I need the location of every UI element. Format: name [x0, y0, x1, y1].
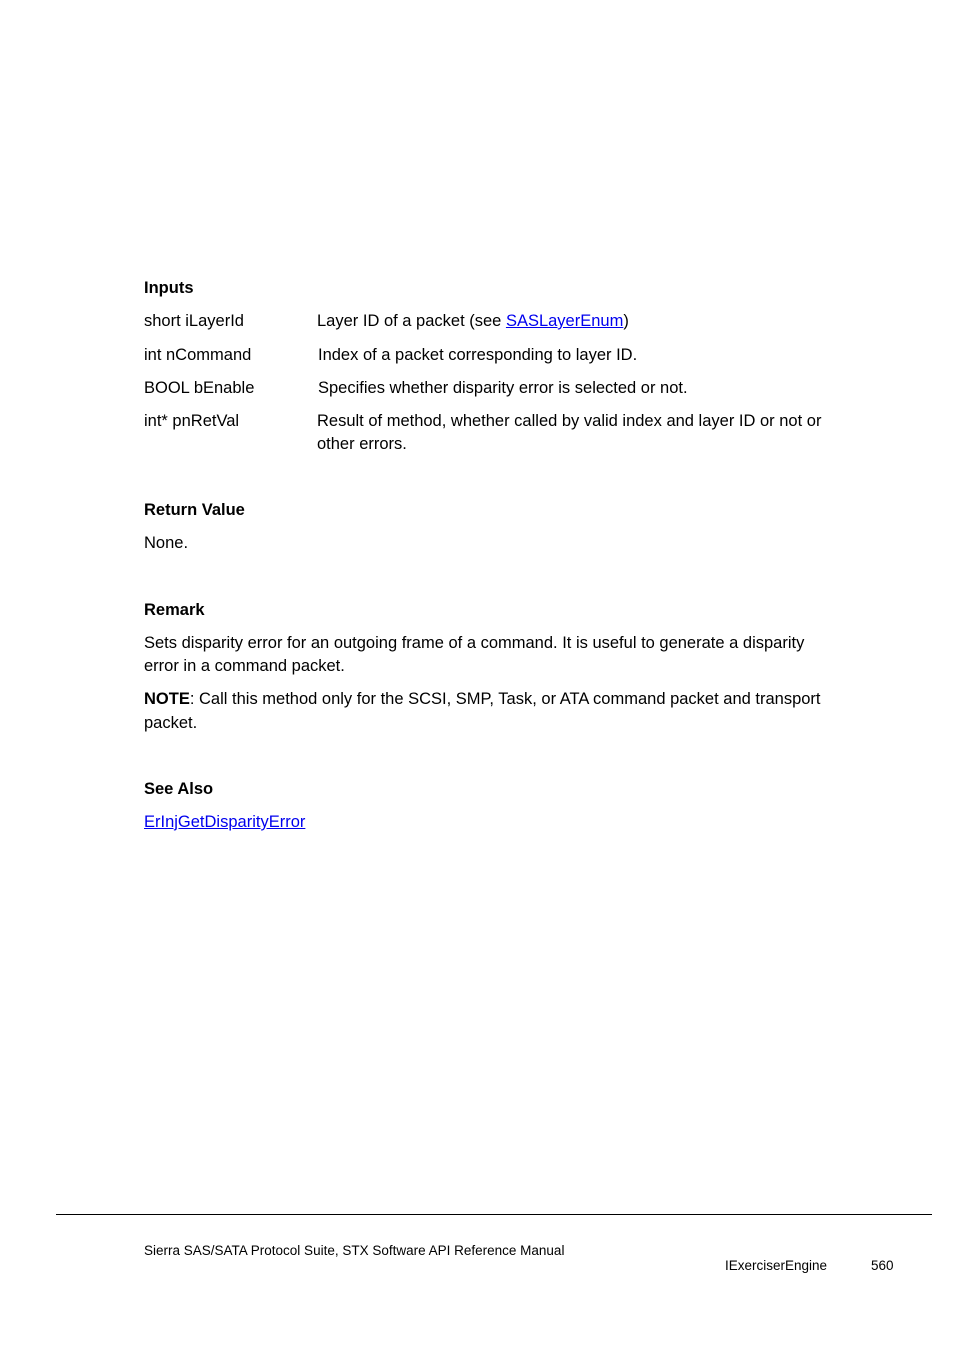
remark-note-line2: packet. [144, 714, 198, 732]
param-desc-prefix: Layer ID of a packet (see [317, 312, 506, 330]
param-desc-ilayerid [317, 310, 629, 333]
saslayerenum-link[interactable]: SASLayerEnum [505, 312, 624, 330]
see-also-heading: See Also [144, 780, 214, 798]
inputs-heading: Inputs [144, 279, 194, 297]
note-text: : Call this method only for the SCSI, SMP, Task, or ATA command packet and transport [189, 690, 821, 708]
footer-divider [56, 1214, 932, 1215]
return-value-text: None. [144, 534, 189, 552]
return-value-heading: Return Value [144, 501, 245, 519]
erinjgetdisparityerror-link[interactable]: ErInjGetDisparityError [144, 813, 306, 831]
remark-note-line1 [144, 688, 821, 711]
footer-page-number: 560 [871, 1258, 894, 1273]
remark-para-line1: Sets disparity error for an outgoing frame of a command. It is useful to generate a disparity [144, 634, 805, 652]
param-desc-pnretval-line1: Result of method, whether called by valid index and layer ID or not or [317, 412, 822, 430]
param-desc-suffix: ) [623, 312, 629, 330]
param-name-pnretval: int* pnRetVal [144, 412, 240, 430]
param-desc-ncommand: Index of a packet corresponding to layer ID. [318, 346, 638, 364]
param-name-benable: BOOL bEnable [144, 379, 255, 397]
footer-section-name: IExerciserEngine [725, 1258, 828, 1273]
remark-para-line2: error in a command packet. [144, 657, 345, 675]
remark-heading: Remark [144, 601, 205, 619]
param-name-ncommand: int nCommand [144, 346, 252, 364]
note-label: NOTE [144, 690, 190, 708]
param-desc-benable: Specifies whether disparity error is selected or not. [318, 379, 688, 397]
param-desc-pnretval-line2: other errors. [317, 435, 407, 453]
param-name-ilayerid: short iLayerId [144, 312, 244, 330]
footer-manual-title: Sierra SAS/SATA Protocol Suite, STX Software API Reference Manual [144, 1243, 565, 1258]
